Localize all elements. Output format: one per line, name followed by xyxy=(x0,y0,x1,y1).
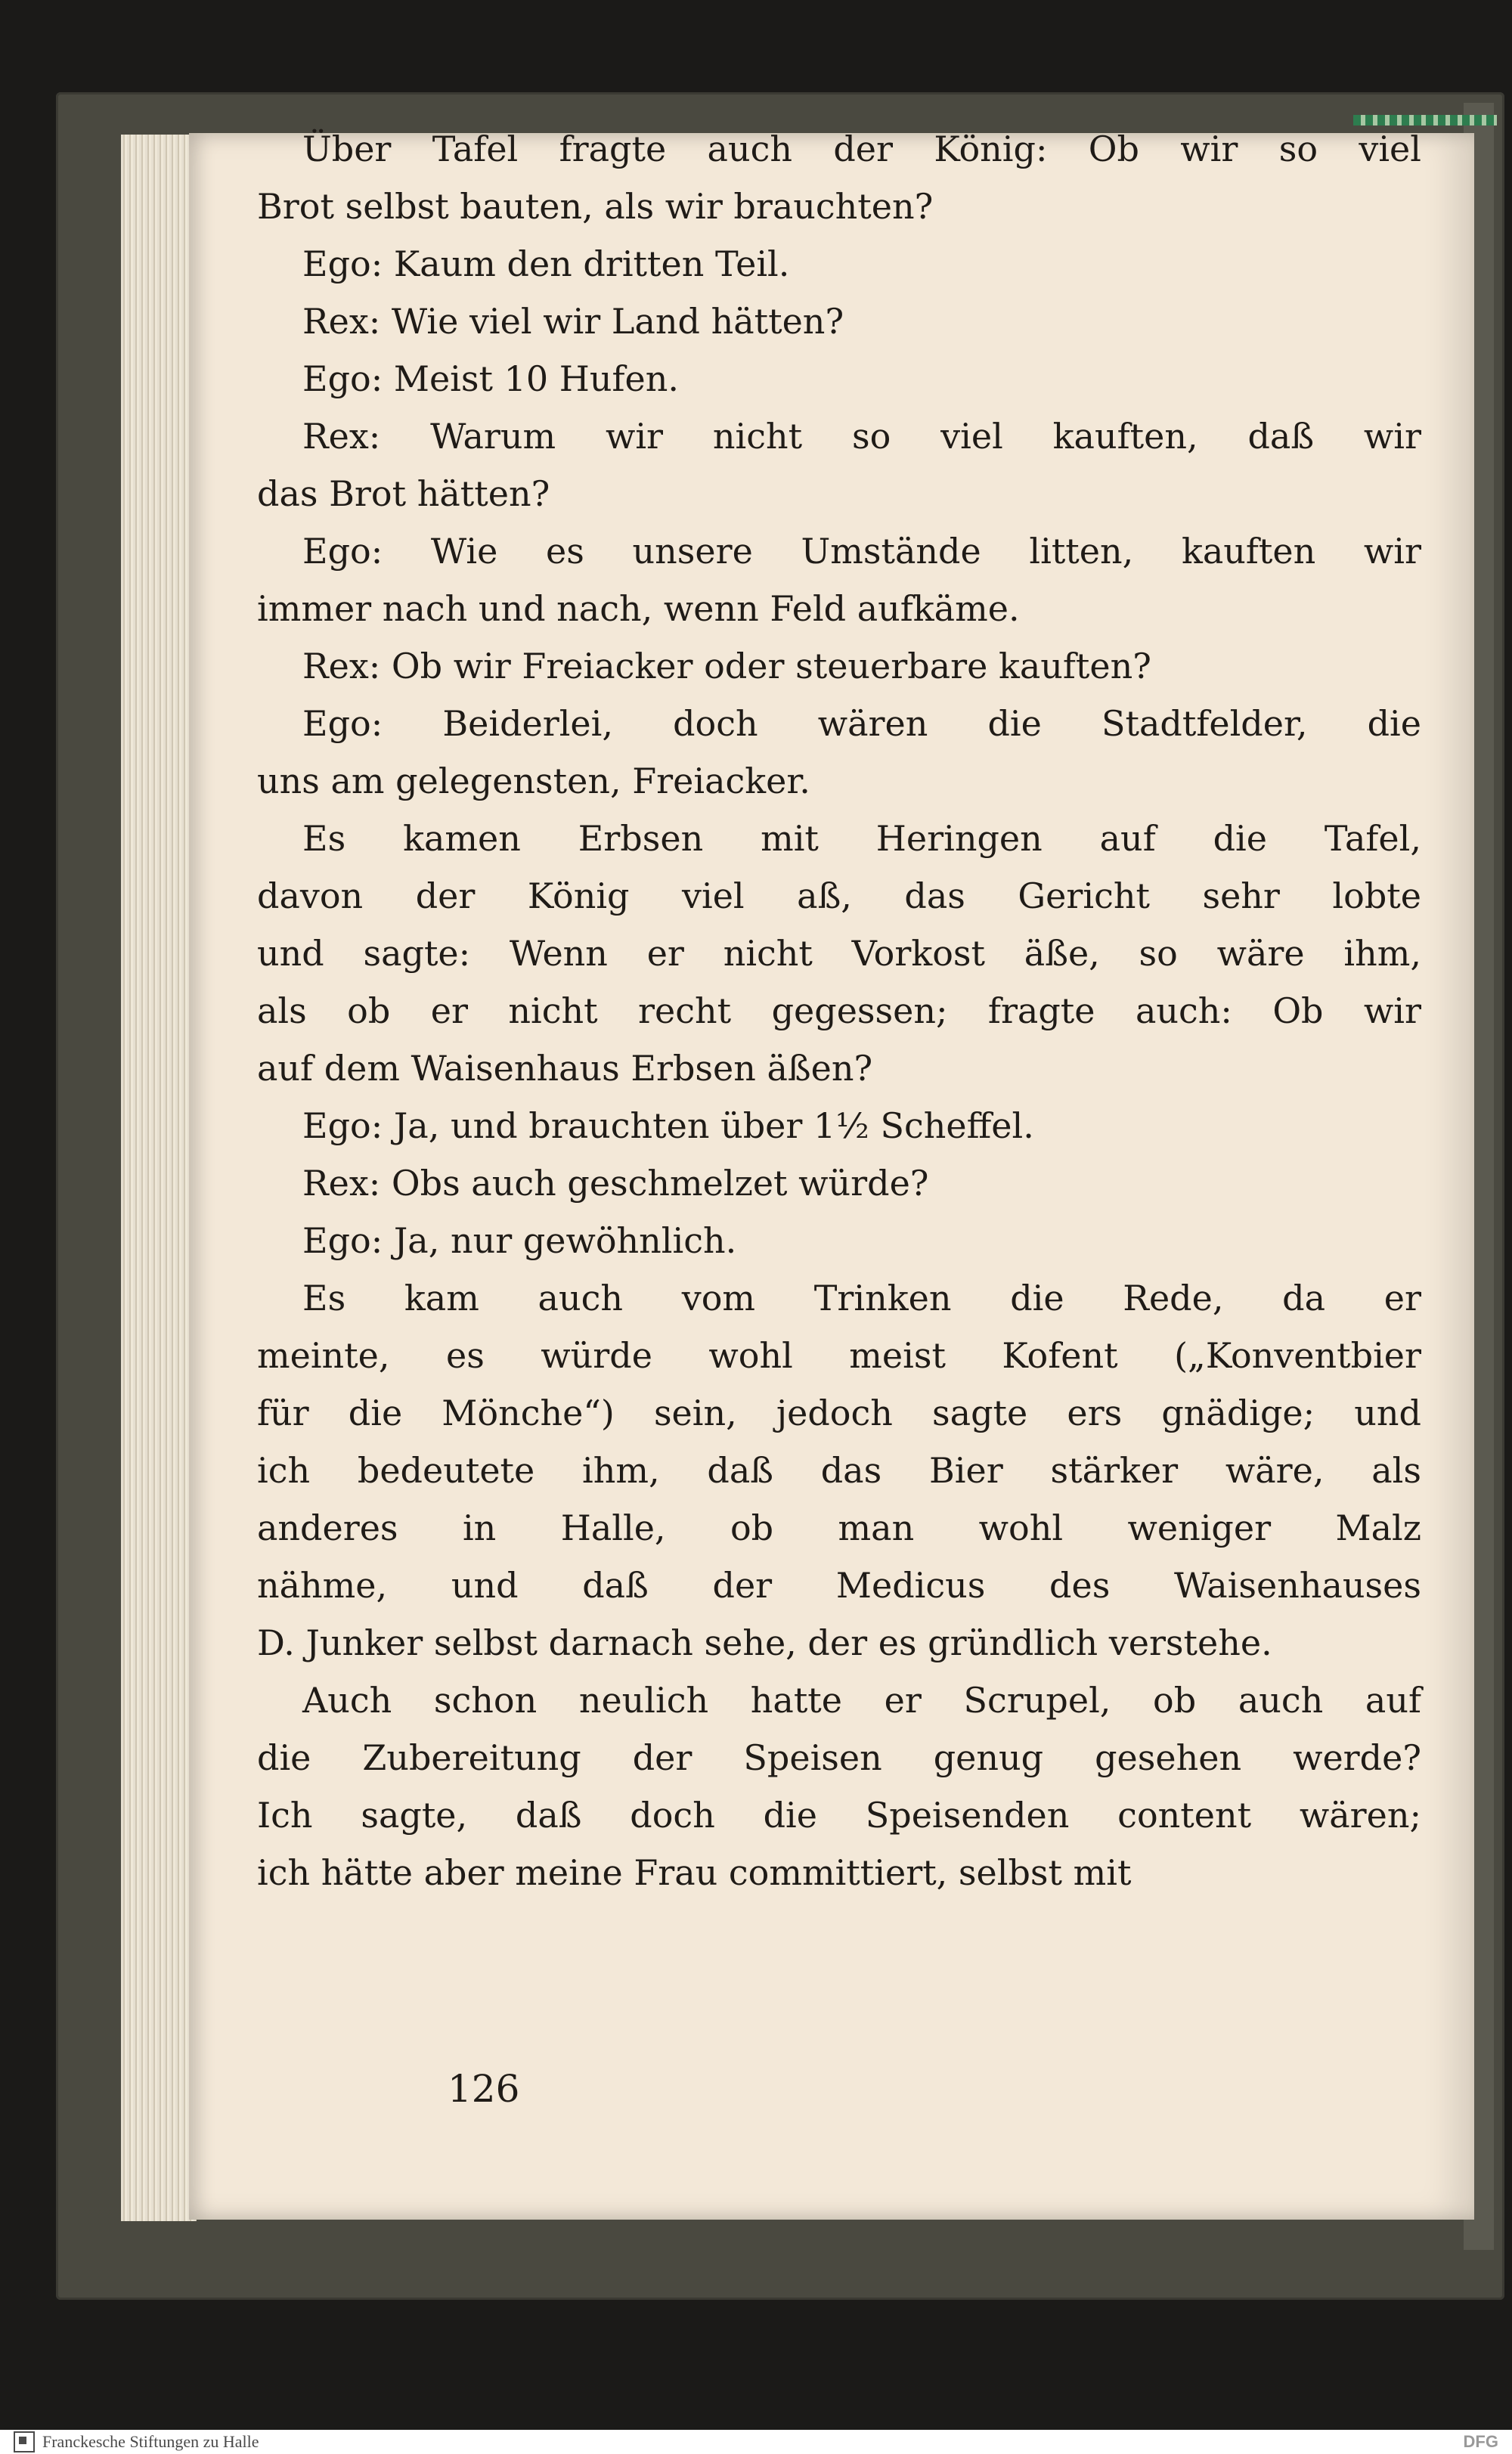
text-line: Rex: Obs auch geschmelzet würde? xyxy=(302,1163,929,1204)
institution-name: Franckesche Stiftungen zu Halle xyxy=(42,2432,259,2451)
dfg-logo: DFG xyxy=(1463,2432,1498,2451)
text-line: Auch schon neulich hatte er Scrupel, ob auch auf xyxy=(302,1680,1421,1721)
page-stack xyxy=(121,135,197,2221)
text-line: Rex: Warum wir nicht so viel kauften, daß wir xyxy=(302,416,1421,457)
text-line: D. Junker selbst darnach sehe, der es gründlich verstehe. xyxy=(257,1622,1272,1663)
text-line: Rex: Ob wir Freiacker oder steuerbare kauften? xyxy=(302,646,1151,686)
text-line: Ego: Ja, und brauchten über 1½ Scheffel. xyxy=(302,1105,1034,1146)
text-line: Ego: Meist 10 Hufen. xyxy=(302,358,679,399)
text-line: ich bedeutete ihm, daß das Bier stärker wäre, als xyxy=(257,1450,1421,1491)
text-line: die Zubereitung der Speisen genug gesehen werde? xyxy=(257,1737,1421,1778)
text-line: Ego: Beiderlei, doch wären die Stadtfelder, die xyxy=(302,703,1421,744)
text-line: Es kam auch vom Trinken die Rede, da er xyxy=(302,1278,1421,1318)
text-line: nähme, und daß der Medicus des Waisenhauses xyxy=(257,1565,1421,1606)
text-line: davon der König viel aß, das Gericht sehr lobte xyxy=(257,875,1421,916)
text-line: Es kamen Erbsen mit Heringen auf die Tafel, xyxy=(302,818,1421,859)
text-line: Brot selbst bauten, als wir brauchten? xyxy=(257,186,934,227)
scan-footer xyxy=(0,2430,1512,2454)
text-line: Ego: Ja, nur gewöhnlich. xyxy=(302,1220,737,1261)
text-line: uns am gelegensten, Freiacker. xyxy=(257,761,810,801)
text-line: für die Mönche“) sein, jedoch sagte ers gnädige; und xyxy=(257,1393,1421,1433)
text-line: meinte, es würde wohl meist Kofent („Konventbier xyxy=(257,1335,1421,1376)
text-line: Ego: Kaum den dritten Teil. xyxy=(302,243,790,284)
page-number: 126 xyxy=(448,2067,520,2111)
text-line: als ob er nicht recht gegessen; fragte auch: Ob wir xyxy=(257,990,1421,1031)
institution-logo-icon xyxy=(14,2431,35,2452)
text-line: das Brot hätten? xyxy=(257,473,550,514)
text-line: und sagte: Wenn er nicht Vorkost äße, so wäre ihm, xyxy=(257,933,1421,974)
text-line: anderes in Halle, ob man wohl weniger Malz xyxy=(257,1507,1421,1548)
text-line: auf dem Waisenhaus Erbsen äßen? xyxy=(257,1048,873,1089)
text-line: ich hätte aber meine Frau committiert, selbst mit xyxy=(257,1852,1132,1893)
page-text xyxy=(257,121,1421,2162)
text-line: immer nach und nach, wenn Feld aufkäme. xyxy=(257,588,1020,629)
text-line: Rex: Wie viel wir Land hätten? xyxy=(302,301,844,342)
institution-credit xyxy=(14,2430,259,2454)
text-line: Über Tafel fragte auch der König: Ob wir so viel xyxy=(302,129,1421,169)
text-line: Ich sagte, daß doch die Speisenden content wären; xyxy=(257,1795,1421,1836)
text-line: Ego: Wie es unsere Umstände litten, kauften wir xyxy=(302,531,1421,572)
